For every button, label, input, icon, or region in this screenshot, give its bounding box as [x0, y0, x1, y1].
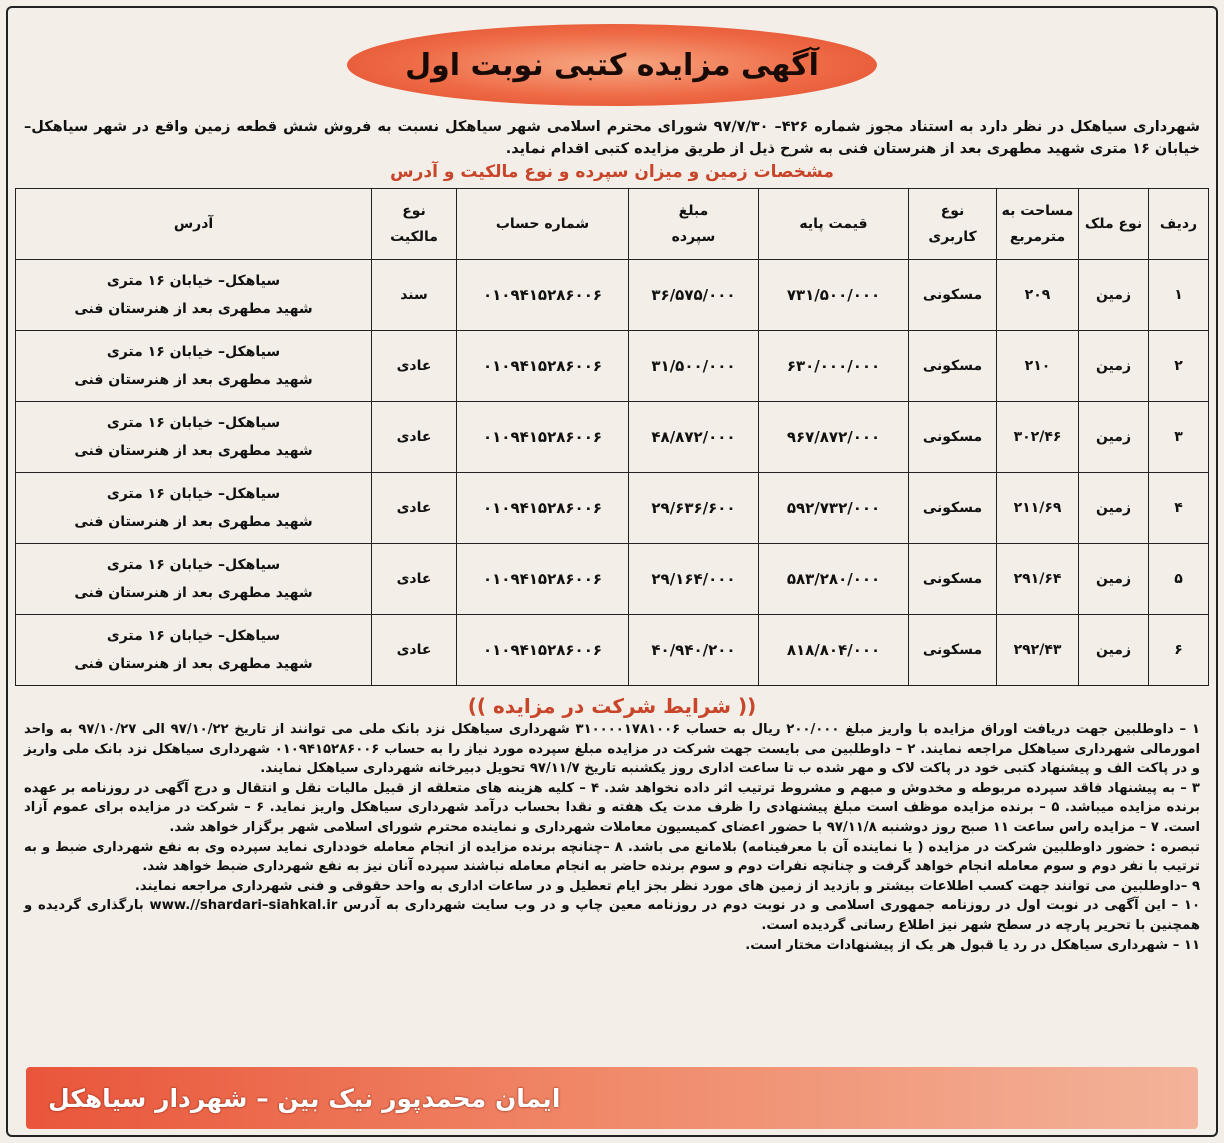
address	[16, 615, 372, 686]
base-price: ۵۸۳/۲۸۰/۰۰۰	[759, 544, 909, 615]
ownership-type: عادی	[372, 331, 457, 402]
header-row-number: ردیف	[1149, 189, 1209, 260]
property-type: زمین	[1079, 331, 1149, 402]
header-land-use: نوع کاربری	[909, 189, 997, 260]
land-use: مسکونی	[909, 544, 997, 615]
header-base-price: قیمت پایه	[759, 189, 909, 260]
address-line-2: شهید مطهری بعد از هنرستان فنی	[74, 301, 313, 317]
header-ownership: نوع مالکیت	[372, 189, 457, 260]
property-type: زمین	[1079, 544, 1149, 615]
table-title: مشخصات زمین و میزان سپرده و نوع مالکیت و آدرس	[390, 162, 834, 182]
row-number: ۱	[1149, 260, 1209, 331]
land-use: مسکونی	[909, 473, 997, 544]
area: ۲۱۰	[997, 331, 1079, 402]
address-line-1: سیاهکل– خیابان ۱۶ متری	[106, 486, 281, 502]
address-line-1: سیاهکل– خیابان ۱۶ متری	[106, 557, 281, 573]
area: ۲۰۹	[997, 260, 1079, 331]
signature-text: ایمان محمدپور نیک بین – شهردار سیاهکل	[48, 1083, 561, 1113]
header-property-type: نوع ملک	[1079, 189, 1149, 260]
address-line-2: شهید مطهری بعد از هنرستان فنی	[74, 514, 313, 530]
address-line-1: سیاهکل– خیابان ۱۶ متری	[106, 273, 281, 289]
condition-paragraph: تبصره : حضور داوطلبین شرکت در مزایده ( یا نماینده آن با معرفینامه) بلامانع می باشد. ۸ –چنانچه برنده مزایده از انجام معامله خودداری نماید سپرده وی به نفع شهرداری ضبط و به ترتیب با نفر دوم و سوم معامله انجام خواهد گرفت و چنانچه نفرات دوم و سوم برنده حاضر به انجام معامله نباشند سپرده آنان نیز به نفع شهرداری ضبط خواهد شد.	[24, 839, 1200, 875]
row-number: ۲	[1149, 331, 1209, 402]
property-type: زمین	[1079, 615, 1149, 686]
header-account-number: شماره حساب	[457, 189, 629, 260]
address	[16, 402, 372, 473]
base-price: ۶۳۰/۰۰۰/۰۰۰	[759, 331, 909, 402]
land-use: مسکونی	[909, 402, 997, 473]
address	[16, 544, 372, 615]
row-number: ۶	[1149, 615, 1209, 686]
address-line-1: سیاهکل– خیابان ۱۶ متری	[106, 415, 281, 431]
address-line-2: شهید مطهری بعد از هنرستان فنی	[74, 443, 313, 459]
base-price: ۹۶۷/۸۷۲/۰۰۰	[759, 402, 909, 473]
base-price: ۵۹۲/۷۳۲/۰۰۰	[759, 473, 909, 544]
conditions-list	[24, 720, 1200, 955]
table-header-row	[16, 189, 1209, 260]
deposit-amount: ۳۶/۵۷۵/۰۰۰	[629, 260, 759, 331]
table-row	[16, 544, 1209, 615]
area: ۳۰۲/۴۶	[997, 402, 1079, 473]
condition-paragraph: ۱۱ – شهرداری سیاهکل در رد یا قبول هر یک از پیشنهادات مختار است.	[745, 937, 1200, 953]
deposit-amount: ۳۱/۵۰۰/۰۰۰	[629, 331, 759, 402]
area: ۲۹۱/۶۴	[997, 544, 1079, 615]
row-number: ۵	[1149, 544, 1209, 615]
deposit-amount: ۴۸/۸۷۲/۰۰۰	[629, 402, 759, 473]
title-banner	[347, 24, 877, 106]
property-type: زمین	[1079, 260, 1149, 331]
table-row	[16, 402, 1209, 473]
table-row	[16, 615, 1209, 686]
condition-paragraph: ۱ – داوطلبین جهت دریافت اوراق مزایده با واریز مبلغ ۲۰۰/۰۰۰ ریال به حساب ۳۱۰۰۰۰۱۷۸۱۰۰۶ شهرداری سیاهکل نزد بانک ملی می توانند از تاریخ ۹۷/۱۰/۲۲ الی ۹۷/۱۰/۲۷ به واحد امورمالی شهرداری سیاهکل مراجعه نمایند. ۲ – داوطلبین می بایست جهت شرکت در مزایده مبلغ سپرده مورد نیاز را به حساب ۰۱۰۹۴۱۵۲۸۶۰۰۶ شهرداری سیاهکل نزد بانک ملی واریز و در پاکت الف و پیشنهاد کتبی خود در پاکت لاک و مهر شده ب تا ساعت اداری روز یکشنبه تاریخ ۹۷/۱۱/۷ تحویل دبیرخانه شهرداری سیاهکل نمایند.	[24, 722, 1201, 777]
ownership-type: سند	[372, 260, 457, 331]
conditions-title: (( شرایط شرکت در مزایده ))	[467, 694, 757, 718]
ownership-type: عادی	[372, 473, 457, 544]
condition-paragraph: ۱۰ – این آگهی در نوبت اول در روزنامه جمهوری اسلامی و در نوبت دوم در روزنامه معین چاپ و در وب سایت شهرداری به آدرس www.//shardari–siahkal.ir بارگذاری گردیده و همچنین با تحریر پارچه در سطح شهر نیز اطلاع رسانی گردیده است.	[24, 898, 1201, 933]
property-type: زمین	[1079, 473, 1149, 544]
deposit-amount: ۲۹/۱۶۴/۰۰۰	[629, 544, 759, 615]
account-number: ۰۱۰۹۴۱۵۲۸۶۰۰۶	[457, 260, 629, 331]
account-number: ۰۱۰۹۴۱۵۲۸۶۰۰۶	[457, 473, 629, 544]
ownership-type: عادی	[372, 402, 457, 473]
land-use: مسکونی	[909, 331, 997, 402]
ownership-type: عادی	[372, 615, 457, 686]
address-line-1: سیاهکل– خیابان ۱۶ متری	[106, 344, 281, 360]
account-number: ۰۱۰۹۴۱۵۲۸۶۰۰۶	[457, 331, 629, 402]
table-row	[16, 331, 1209, 402]
address	[16, 260, 372, 331]
table-row	[16, 473, 1209, 544]
condition-paragraph: ۳ – به پیشنهاد فاقد سپرده مربوطه و مخدوش و مبهم و مشروط ترتیب اثر داده نخواهد شد. ۴ – کلیه هزینه های متعلقه از قبیل مالیات نقل و انتقال و درج آگهی در روزنامه بر عهده برنده مزایده میباشد. ۵ – برنده مزایده موظف است مبلغ پیشنهادی را ظرف مدت یک هفته و نقدا بحساب درآمد شهرداری سیاهکل واریز نماید. ۶ – شرکت در مزایده برای عموم آزاد است. ۷ – مزایده راس ساعت ۱۱ صبح روز دوشنبه ۹۷/۱۱/۸ با حضور اعضای کمیسیون معاملات شهرداری و نماینده محترم شورای اسلامی شهر برگزار خواهد شد.	[24, 780, 1200, 835]
base-price: ۸۱۸/۸۰۴/۰۰۰	[759, 615, 909, 686]
address-line-2: شهید مطهری بعد از هنرستان فنی	[74, 656, 313, 672]
condition-paragraph: ۹ –داوطلبین می توانند جهت کسب اطلاعات بیشتر و بازدید از زمین های مورد نظر بجز ایام تعطیل و در ساعات اداری به واحد حقوقی و فنی شهرداری مراجعه نمایند.	[134, 878, 1200, 894]
property-type: زمین	[1079, 402, 1149, 473]
intro-paragraph: شهرداری سیاهکل در نظر دارد به استناد مجوز شماره ۴۲۶– ۹۷/۷/۳۰ شورای محترم اسلامی شهر سیاهکل نسبت به فروش شش قطعه زمین واقع در شهر سیاهکل– خیابان ۱۶ متری شهید مطهری بعد از هنرستان فنی به شرح ذیل از طریق مزایده کتبی اقدام نماید.	[24, 119, 1200, 157]
address-line-2: شهید مطهری بعد از هنرستان فنی	[74, 585, 313, 601]
signature-banner	[26, 1067, 1198, 1129]
ownership-type: عادی	[372, 544, 457, 615]
header-area: مساحت به مترمربع	[997, 189, 1079, 260]
area: ۲۱۱/۶۹	[997, 473, 1079, 544]
area: ۲۹۲/۴۳	[997, 615, 1079, 686]
land-specs-table	[15, 188, 1209, 686]
row-number: ۳	[1149, 402, 1209, 473]
address	[16, 331, 372, 402]
address-line-1: سیاهکل– خیابان ۱۶ متری	[106, 628, 281, 644]
deposit-amount: ۲۹/۶۳۶/۶۰۰	[629, 473, 759, 544]
account-number: ۰۱۰۹۴۱۵۲۸۶۰۰۶	[457, 402, 629, 473]
base-price: ۷۳۱/۵۰۰/۰۰۰	[759, 260, 909, 331]
header-deposit: مبلغ سپرده	[629, 189, 759, 260]
land-use: مسکونی	[909, 615, 997, 686]
land-use: مسکونی	[909, 260, 997, 331]
address	[16, 473, 372, 544]
account-number: ۰۱۰۹۴۱۵۲۸۶۰۰۶	[457, 544, 629, 615]
table-row	[16, 260, 1209, 331]
row-number: ۴	[1149, 473, 1209, 544]
address-line-2: شهید مطهری بعد از هنرستان فنی	[74, 372, 313, 388]
account-number: ۰۱۰۹۴۱۵۲۸۶۰۰۶	[457, 615, 629, 686]
deposit-amount: ۴۰/۹۴۰/۲۰۰	[629, 615, 759, 686]
header-address: آدرس	[16, 189, 372, 260]
notice-title: آگهی مزایده کتبی نوبت اول	[405, 47, 819, 83]
